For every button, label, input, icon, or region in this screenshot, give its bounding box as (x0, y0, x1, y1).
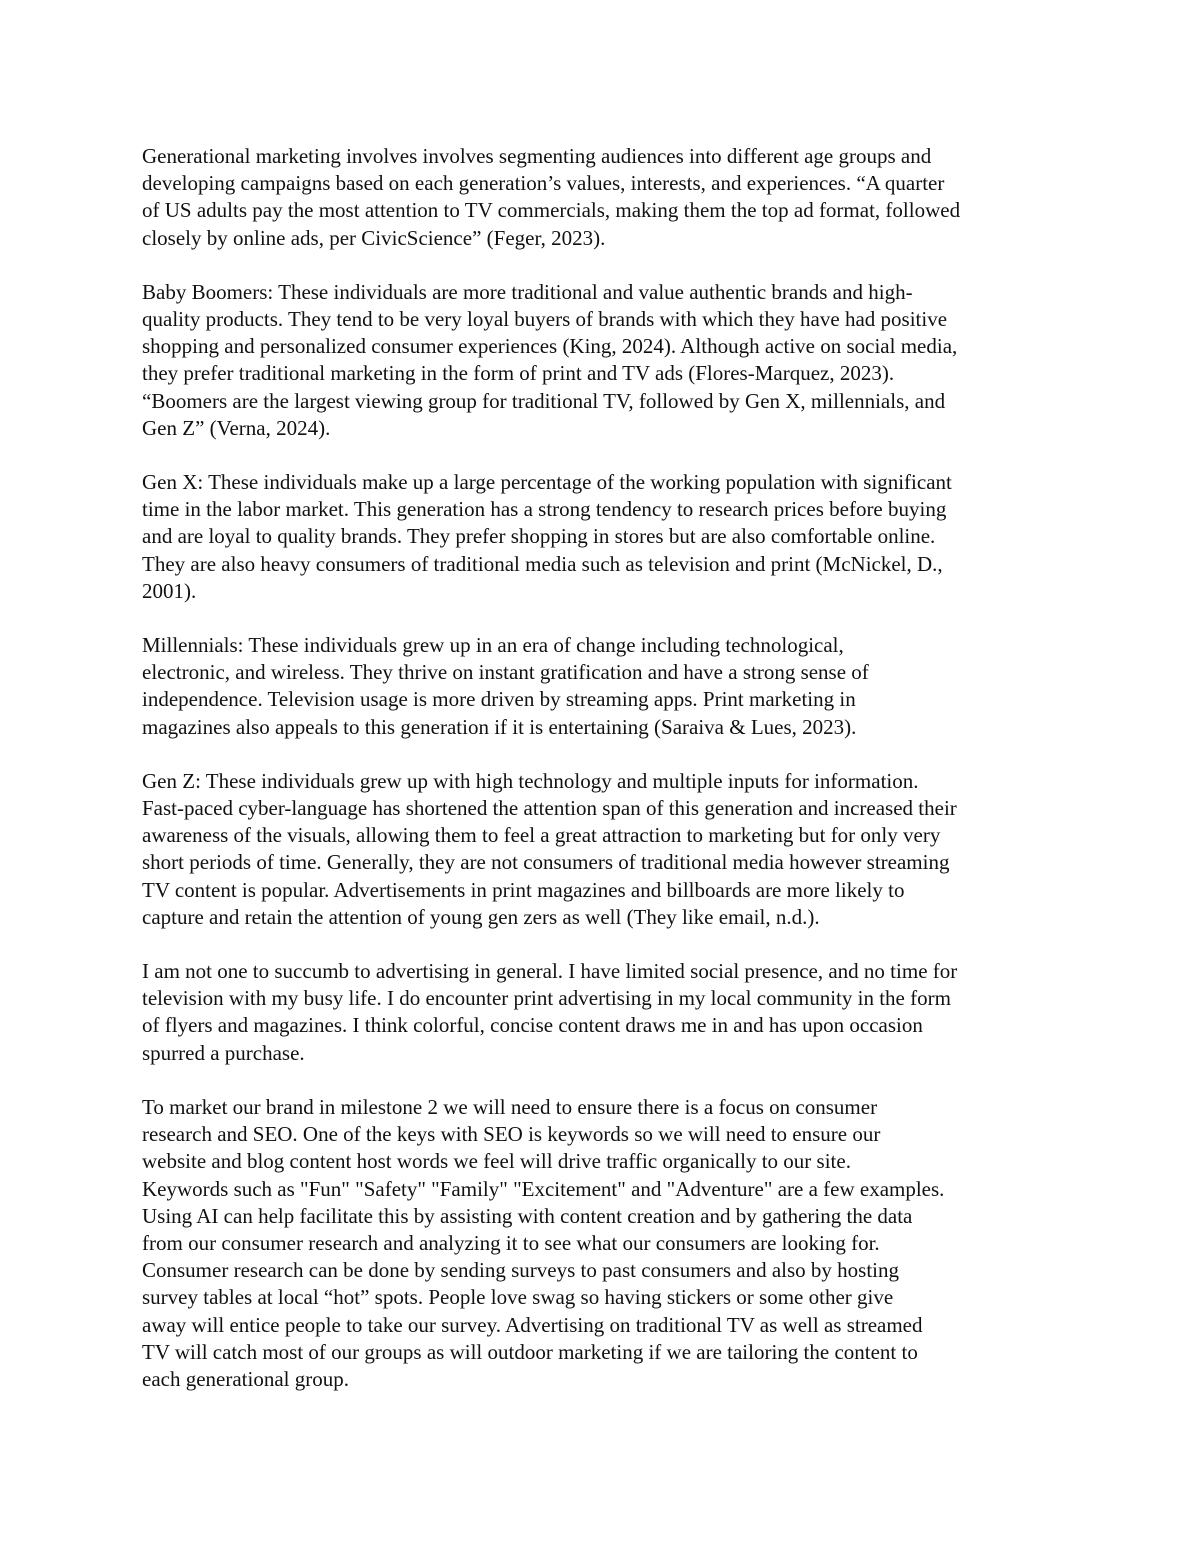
paragraph-gen-x: Gen X: These individuals make up a large percentage of the working population with significant time in the labor market. This generation has a strong tendency to research prices before buying and are loyal to quality brands. They prefer shopping in stores but are also comfortable online. They are also heavy consumers of traditional media such as television and print (McNickel, D., 2001). (142, 470, 952, 603)
paragraph-generational-marketing: Generational marketing involves involves segmenting audiences into different age groups and developing campaigns based on each generation’s values, interests, and experiences. “A quarter of US adults pay the most attention to TV commercials, making them the top ad format, followed closely by online ads, per CivicScience” (Feger, 2023). (142, 144, 961, 250)
paragraph-gen-z: Gen Z: These individuals grew up with high technology and multiple inputs for information. Fast-paced cyber-language has shortened the attention span of this generation and increased their awareness of the visuals, allowing them to feel a great attraction to marketing but for only very short periods of time. Generally, they are not consumers of traditional media however streaming TV content is popular. Advertisements in print magazines and billboards are more likely to capture and retain the attention of young gen zers as well (They like email, n.d.). (142, 768, 957, 929)
paragraph-marketing-plan: To market our brand in milestone 2 we will need to ensure there is a focus on consumer research and SEO. One of the keys with SEO is keywords so we will need to ensure our website and blog content host words we feel will drive traffic organically to our site. Keywords such as "Fun" "Safety" "Family" "Excitement" and "Adventure" are a few examples. Using AI can help facilitate this by assisting with content creation and by gathering the data from our consumer research and analyzing it to see what our consumers are looking for. Consumer research can be done by sending surveys to past consumers and also by hosting survey tables at local “hot” spots. People love swag so having stickers or some other give away will entice people to take our survey. Advertising on traditional TV as well as streamed TV will catch most of our groups as will outdoor marketing if we are tailoring the content to each generational group. (142, 1094, 945, 1391)
document-body (142, 143, 1072, 1420)
paragraph-personal-view: I am not one to succumb to advertising in general. I have limited social presence, and no time for television with my busy life. I do encounter print advertising in my local community in the form of flyers and magazines. I think colorful, concise content draws me in and has upon occasion spurred a purchase. (142, 959, 958, 1065)
paragraph-millennials: Millennials: These individuals grew up in an era of change including technological, electronic, and wireless. They thrive on instant gratification and have a strong sense of independence. Television usage is more driven by streaming apps. Print marketing in magazines also appeals to this generation if it is entertaining (Saraiva & Lues, 2023). (142, 633, 869, 739)
paragraph-baby-boomers: Baby Boomers: These individuals are more traditional and value authentic brands and high- quality products. They tend to be very loyal buyers of brands with which they have had positive shopping and personalized consumer experiences (King, 2024). Although active on social media, they prefer traditional marketing in the form of print and TV ads (Flores-Marquez, 2023). “Boomers are the largest viewing group for traditional TV, followed by Gen X, millennials, and Gen Z” (Verna, 2024). (142, 279, 958, 440)
